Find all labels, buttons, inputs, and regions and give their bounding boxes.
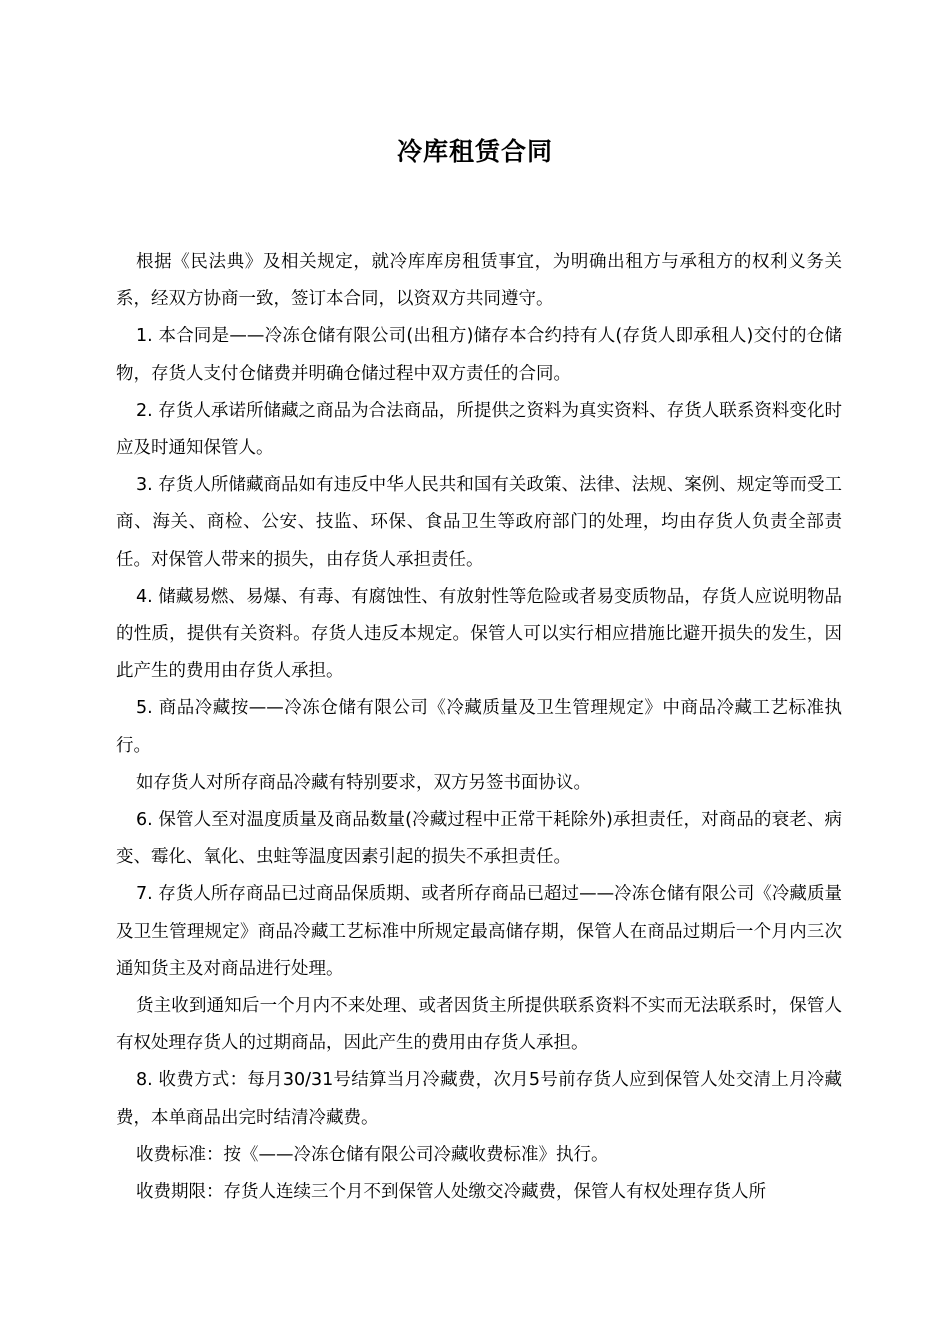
paragraph-fee-standard: 收费标准：按《——冷冻仓储有限公司冷藏收费标准》执行。 — [136, 1144, 609, 1165]
paragraph-clause-2: 2. 存货人承诺所储藏之商品为合法商品，所提供之资料为真实资料、存货人联系资料变化时应及时通知保管人。 — [116, 400, 842, 459]
paragraph-clause-5: 5. 商品冷藏按——冷冻仓储有限公司《冷藏质量及卫生管理规定》中商品冷藏工艺标准执行。 — [116, 698, 842, 756]
paragraph-clause-4: 4. 储藏易燃、易爆、有毒、有腐蚀性、有放射性等危险或者易变质物品，存货人应说明物品的性质，提供有关资料。存货人违反本规定。保管人可以实行相应措施比避开损失的发生，因此产生的费用由存货人承担。 — [116, 586, 842, 682]
paragraph-clause-6: 6. 保管人至对温度质量及商品数量(冷藏过程中正常干耗除外)承担责任，对商品的衰老、病变、霉化、氧化、虫蛀等温度因素引起的损失不承担责任。 — [116, 810, 842, 868]
document-title: 冷库租赁合同 — [396, 137, 553, 166]
document-body — [116, 244, 842, 1211]
paragraph-clause-8: 8. 收费方式：每月30/31号结算当月冷藏费，次月5号前存货人应到保管人处交清上月冷藏费，本单商品出完时结清冷藏费。 — [116, 1070, 842, 1128]
paragraph-preamble: 根据《民法典》及相关规定，就冷库库房租赁事宜，为明确出租方与承租方的权利义务关系，经双方协商一致，签订本合同，以资双方共同遵守。 — [116, 252, 842, 310]
paragraph-clause-3: 3. 存货人所储藏商品如有违反中华人民共和国有关政策、法律、法规、案例、规定等而受工商、海关、商检、公安、技监、环保、食品卫生等政府部门的处理，均由存货人负责全部责任。对保管人带来的损失，由存货人承担责任。 — [116, 475, 842, 570]
paragraph-fee-deadline: 收费期限：存货人连续三个月不到保管人处缴交冷藏费，保管人有权处理存货人所 — [136, 1182, 766, 1203]
paragraph-clause-5-note: 如存货人对所存商品冷藏有特别要求，双方另签书面协议。 — [136, 772, 591, 793]
paragraph-clause-1: 1. 本合同是——冷冻仓储有限公司(出租方)储存本合约持有人(存货人即承租人)交付的仓储物，存货人支付仓储费并明确仓储过程中双方责任的合同。 — [116, 326, 842, 384]
paragraph-clause-7-note: 货主收到通知后一个月内不来处理、或者因货主所提供联系资料不实而无法联系时，保管人有权处理存货人的过期商品，因此产生的费用由存货人承担。 — [116, 996, 842, 1054]
paragraph-clause-7: 7. 存货人所存商品已过商品保质期、或者所存商品已超过——冷冻仓储有限公司《冷藏质量及卫生管理规定》商品冷藏工艺标准中所规定最高储存期，保管人在商品过期后一个月内三次通知货主及对商品进行处理。 — [116, 884, 842, 979]
